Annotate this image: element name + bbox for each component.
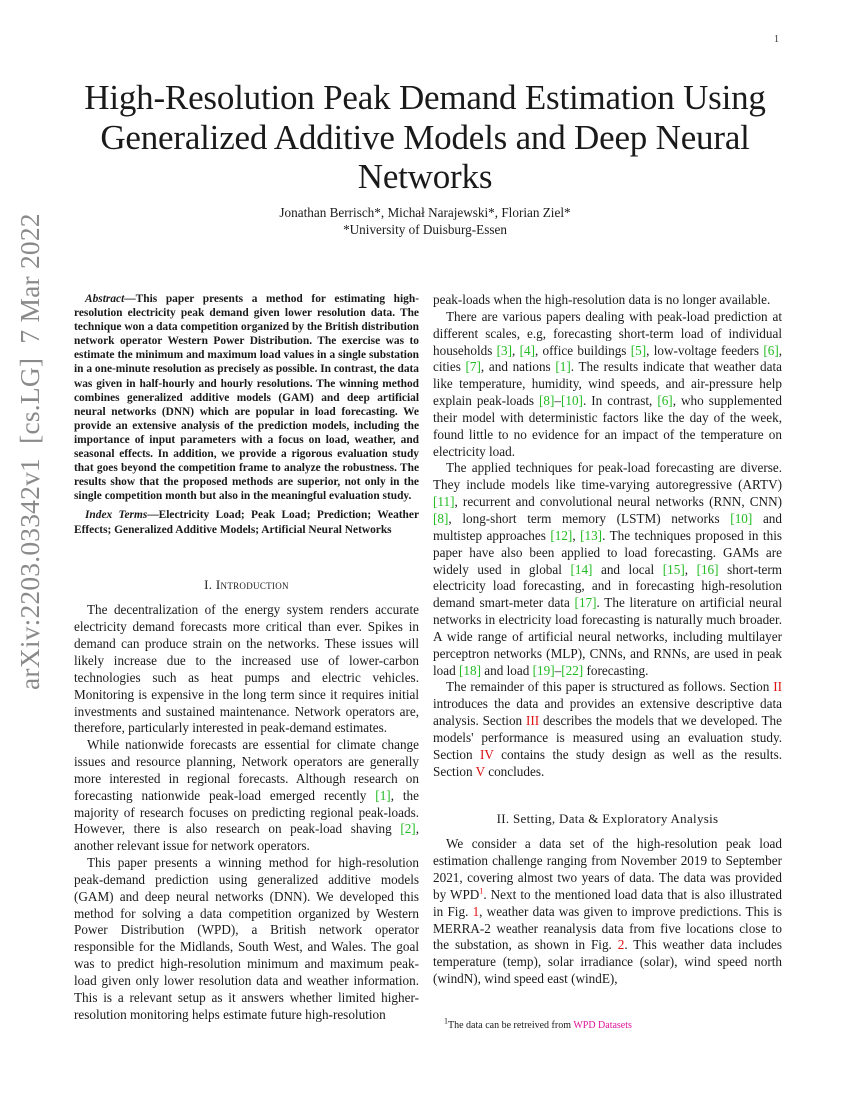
index-terms bbox=[74, 508, 419, 536]
text: . The literature on artificial neural networks in electricity load forecasting is naturally much broader. A wide range of artificial neural networks, including multilayer perceptron networks (MLP), CNNs, and RNNs, are used in peak load bbox=[433, 595, 783, 678]
section-reference-link[interactable]: II bbox=[773, 679, 782, 695]
section-reference-link[interactable]: III bbox=[525, 713, 540, 729]
citation-link[interactable]: [3] bbox=[496, 342, 513, 358]
wpd-datasets-link[interactable]: WPD Datasets bbox=[573, 1020, 632, 1031]
footnote-mark-link[interactable]: 1 bbox=[479, 886, 484, 896]
text: While nationwide forecasts are essential for climate change issues and resource planning, Network operators are generally more interested in regional forecasts. Although research on forecasting nationwide peak-load emerged recently bbox=[74, 737, 419, 803]
text: , weather data was given to improve predictions. This is MERRA-2 weather reanalysis data from five locations close to the substation, as shown in Fig. bbox=[433, 903, 782, 953]
citation-link[interactable]: [17] bbox=[574, 595, 597, 611]
text: concludes. bbox=[484, 763, 545, 779]
citation-link[interactable]: [6] bbox=[657, 393, 673, 409]
paragraph bbox=[433, 836, 782, 988]
citation-link[interactable]: [5] bbox=[630, 342, 647, 358]
paragraph bbox=[74, 737, 419, 855]
footnote-mark: 1 bbox=[444, 1016, 448, 1026]
left-column bbox=[74, 292, 419, 1024]
paragraph bbox=[433, 679, 782, 780]
index-terms-label: Index Terms bbox=[85, 509, 148, 522]
citation-link[interactable]: [13] bbox=[580, 527, 603, 543]
section-number: I. bbox=[204, 576, 213, 592]
section-title: Setting, Data & Exploratory Analysis bbox=[512, 811, 719, 827]
text: forecasting. bbox=[583, 662, 649, 678]
citation-link[interactable]: [22] bbox=[561, 662, 584, 678]
text: , low-voltage feeders bbox=[646, 342, 764, 358]
footnote bbox=[433, 1016, 782, 1032]
text: and local bbox=[592, 561, 663, 577]
page-number: 1 bbox=[774, 34, 779, 45]
citation-link[interactable]: [16] bbox=[696, 561, 719, 577]
text: We consider a data set of the high-resolution peak load estimation challenge ranging from November 2019 to September 2021, covering almost two years of data. The data was provided by WPD bbox=[433, 836, 782, 902]
citation-link[interactable]: [1] bbox=[555, 359, 571, 375]
text: , cities bbox=[433, 342, 783, 375]
text: contains the study design as well as the results. Section bbox=[433, 746, 782, 779]
text: , recurrent and convolutional neural networks (RNN, CNN) bbox=[454, 494, 782, 510]
text: . The results indicate that weather data like temperature, humidity, wind speeds, and air-pressure help explain peak-loads bbox=[433, 359, 782, 409]
text: . Next to the mentioned load data that is also illustrated in Fig. bbox=[433, 886, 782, 919]
citation-link[interactable]: [7] bbox=[465, 359, 481, 375]
paragraph bbox=[433, 460, 782, 679]
text: , and nations bbox=[480, 359, 556, 375]
section-reference-link[interactable]: IV bbox=[479, 746, 494, 762]
text: . This weather data includes temperature (temp), solar irradiance (solar), wind speed north (windN), wind speed east (windE), bbox=[433, 937, 782, 987]
text: and multistep approaches bbox=[433, 510, 782, 543]
text: , long-short term memory (LSTM) networks bbox=[448, 510, 731, 526]
text: , bbox=[572, 527, 581, 543]
citation-link[interactable]: [4] bbox=[519, 342, 535, 358]
text: . The techniques proposed in this paper have also been applied to load forecasting. GAMs are widely used in global bbox=[433, 527, 782, 577]
text: , bbox=[512, 342, 520, 358]
citation-link[interactable]: [8] bbox=[538, 393, 555, 409]
text: , who supplemented their model with deterministic factors like the day of the week, found little to no evidence for an impact of the temperature on electricity load. bbox=[433, 393, 782, 459]
text: . In contrast, bbox=[582, 393, 658, 409]
section-reference-link[interactable]: V bbox=[475, 763, 485, 779]
index-terms-text: —Electricity Load; Peak Load; Prediction; Weather Effects; Generalized Additive Models; Artificial Neural Networks bbox=[74, 509, 419, 536]
paper-title: High-Resolution Peak Demand Estimation Using Generalized Additive Models and Deep Neural Networks bbox=[84, 78, 766, 196]
citation-link[interactable]: [10] bbox=[560, 393, 583, 409]
paragraph: The decentralization of the energy system renders accurate electricity demand forecasts more critical than ever. Spikes in demand can produce strain on the networks. These issues will likely increase due to the increased use of lower-carbon technologies such as heat pumps and electric vehicles. Monitoring is expensive in the long term since it requires initial investments and sustained maintenance. Network operators are, therefore, particularly interested in peak-demand estimates. bbox=[74, 602, 419, 736]
abstract-label: Abstract bbox=[85, 293, 125, 305]
citation-link[interactable]: [14] bbox=[570, 561, 593, 577]
abstract bbox=[74, 292, 419, 503]
text: , another relevant issue for network operators. bbox=[74, 821, 419, 854]
footnote-text: The data can be retreived from bbox=[448, 1020, 574, 1031]
section-title: Introduction bbox=[215, 576, 289, 592]
author-list: Jonathan Berrisch*, Michał Narajewski*, Florian Ziel* bbox=[279, 205, 571, 220]
citation-link[interactable]: [11] bbox=[433, 494, 455, 510]
figure-reference-link[interactable]: 2 bbox=[617, 937, 625, 953]
text: and load bbox=[481, 662, 533, 678]
text: , office buildings bbox=[534, 342, 631, 358]
text: describes the models that we developed. The models' performance is measured using an evaluation study. Section bbox=[433, 713, 782, 762]
citation-link[interactable]: [10] bbox=[730, 510, 753, 526]
text: There are various papers dealing with peak-load prediction at different scales, e.g, forecasting short-term load of individual households bbox=[433, 308, 782, 358]
citation-link[interactable]: [18] bbox=[459, 662, 481, 678]
figure-reference-link[interactable]: 1 bbox=[472, 903, 480, 919]
citation-link[interactable]: [6] bbox=[763, 342, 779, 358]
text: The applied techniques for peak-load forecasting are diverse. They include models like time-varying autoregressive (ARTV) bbox=[433, 460, 782, 493]
citation-link[interactable]: [15] bbox=[662, 561, 685, 577]
section-heading-introduction bbox=[74, 577, 419, 594]
text: – bbox=[554, 662, 562, 678]
text: – bbox=[554, 393, 561, 409]
citation-link[interactable]: [2] bbox=[400, 821, 416, 837]
section-heading-setting-data bbox=[433, 811, 782, 828]
text: , the majority of research focuses on predicting regional peak-loads. However, there is also research on peak-load shaving bbox=[74, 787, 419, 837]
right-column bbox=[433, 292, 782, 988]
text: , bbox=[684, 561, 697, 577]
arxiv-identifier-stamp: arXiv:2203.03342v1 [cs.LG] 7 Mar 2022 bbox=[14, 213, 45, 690]
paragraph: This paper presents a winning method for high-resolution peak-demand prediction using generalized additive models (GAM) and deep neural networks (DNN). We developed this method for solving a data competition organized by Western Power Distribution (WPD), a British network operator responsible for the Midlands, South West, and Wales. The goal was to predict high-resolution minimum and maximum peak-load given only lower resolution data and weather information. This is a relevant setup as it answers whether limited higher-resolution monitoring helps estimate future high-resolution bbox=[74, 855, 419, 1022]
citation-link[interactable]: [19] bbox=[532, 662, 555, 678]
paragraph-continued: peak-loads when the high-resolution data is no longer available. bbox=[433, 292, 771, 307]
citation-link[interactable]: [8] bbox=[433, 510, 449, 526]
text: The remainder of this paper is structured as follows. Section bbox=[446, 679, 774, 695]
text: short-term electricity load forecasting, and in forecasting high-resolution demand smart-meter data bbox=[433, 561, 783, 611]
affiliation: *University of Duisburg-Essen bbox=[343, 222, 507, 237]
text: introduces the data and provides an extensive descriptive data analysis. Section bbox=[433, 696, 782, 729]
citation-link[interactable]: [12] bbox=[550, 527, 573, 543]
paragraph bbox=[433, 309, 782, 461]
section-number: II. bbox=[496, 811, 510, 827]
citation-link[interactable]: [1] bbox=[375, 787, 391, 803]
abstract-text: —This paper presents a method for estimating high-resolution electricity peak demand given lower resolution data. The technique won a data competition organized by the British distribution network operator Western Power Distribution. The exercise was to estimate the minimum and maximum load values in a single substation in a one-minute resolution as precisely as possible. In contrast, the data was given in half-hourly and hourly resolutions. The winning method combines generalized additive models (GAM) and deep artificial neural networks (DNN) which are popular in load forecasting. We provide an extensive analysis of the prediction models, including the importance of input parameters with a focus on load, weather, and seasonal effects. In addition, we provide a rigorous evaluation study that goes beyond the competition frame to analyze the robustness. The results show that the proposed methods are superior, not only in the single competition month but also in the meaningful evaluation study. bbox=[74, 293, 419, 503]
